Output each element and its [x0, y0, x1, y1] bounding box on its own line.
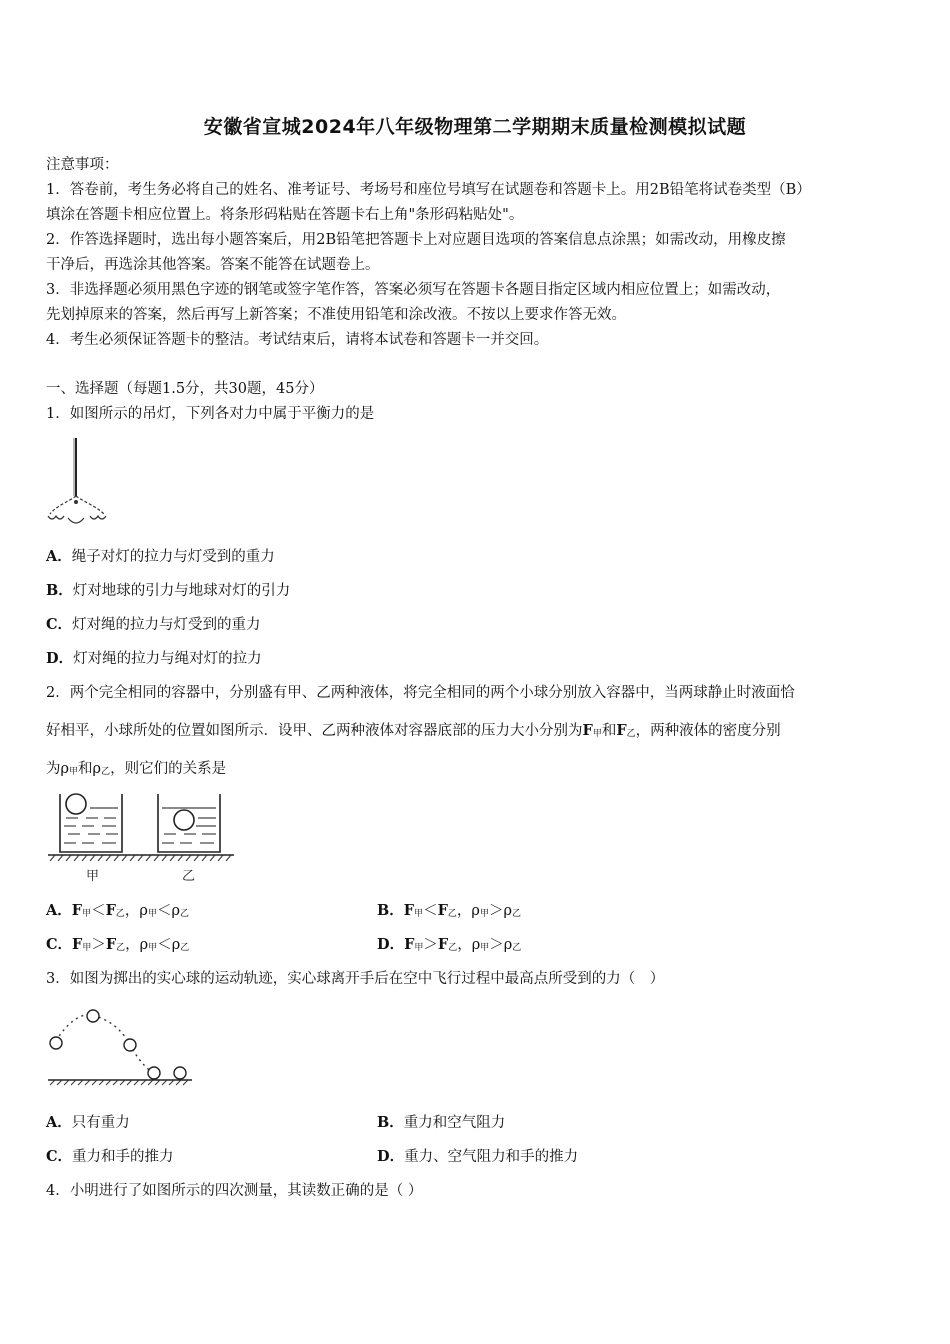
option-c: C．灯对绳的拉力与灯受到的重力	[46, 616, 261, 633]
question-2-line-3: 为$\rho_甲$和$\rho_乙$，则它们的关系是	[46, 761, 227, 777]
option-d: D．重力、空气阻力和手的推力	[377, 1148, 579, 1165]
question-1-stem: 1．如图所示的吊灯，下列各对力中属于平衡力的是	[46, 406, 375, 422]
notice-line: 1．答卷前，考生务必将自己的姓名、准考证号、考场号和座位号填写在试题卷和答题卡上。用2B铅笔将试卷类型（B）	[46, 182, 811, 198]
option-a: A．绳子对灯的拉力与灯受到的重力	[46, 548, 275, 565]
notice-line: 2．作答选择题时，选出每小题答案后，用2B铅笔把答题卡上对应题目选项的答案信息点涂黑；如需改动，用橡皮擦	[46, 232, 786, 248]
section-heading: 一、选择题（每题1.5分，共30题，45分）	[46, 381, 324, 397]
chandelier-figure	[46, 436, 110, 530]
option-a: A．$F_甲<F_乙$，$\rho_甲<\rho_乙$	[46, 902, 189, 919]
ball-yi	[174, 810, 194, 830]
option-b: B．重力和空气阻力	[377, 1114, 506, 1131]
ball	[174, 1067, 186, 1079]
option-b: B．灯对地球的引力与地球对灯的引力	[46, 582, 291, 599]
label-jia: 甲	[86, 869, 100, 884]
option-d: D．$F_甲>F_乙$，$\rho_甲>\rho_乙$	[377, 936, 522, 953]
ball	[124, 1039, 136, 1051]
notice-line: 填涂在答题卡相应位置上。将条形码粘贴在答题卡右上角"条形码粘贴处"。	[46, 207, 524, 223]
ball	[148, 1067, 160, 1079]
containers-figure	[46, 788, 236, 884]
option-b: B．$F_甲<F_乙$，$\rho_甲>\rho_乙$	[377, 902, 521, 919]
ball	[87, 1010, 99, 1022]
option-a: A．只有重力	[46, 1114, 130, 1131]
ball	[50, 1037, 62, 1049]
option-c: C．重力和手的推力	[46, 1148, 174, 1165]
page-title: 安徽省宣城2024年八年级物理第二学期期末质量检测模拟试题	[203, 116, 747, 138]
notice-line: 干净后，再选涂其他答案。答案不能答在试题卷上。	[46, 257, 380, 273]
question-2-line-2: 好相平，小球所处的位置如图所示．设甲、乙两种液体对容器底部的压力大小分别为$F_甲$和$F_乙$，两种液体的密度分别	[46, 722, 781, 739]
notice-heading: 注意事项：	[46, 157, 119, 173]
notice-line: 先划掉原来的答案，然后再写上新答案；不准使用铅笔和涂改液。不按以上要求作答无效。	[46, 307, 626, 323]
question-4-stem: 4．小明进行了如图所示的四次测量，其读数正确的是（ ）	[46, 1183, 423, 1199]
ball-jia	[66, 794, 86, 814]
option-c: C．$F_甲>F_乙$，$\rho_甲<\rho_乙$	[46, 936, 190, 953]
trajectory-figure	[46, 1003, 196, 1089]
question-3-stem: 3．如图为掷出的实心球的运动轨迹，实心球离开手后在空中飞行过程中最高点所受到的力（ ）	[46, 971, 665, 987]
question-2-line-1: 2．两个完全相同的容器中，分别盛有甲、乙两种液体，将完全相同的两个小球分别放入容器中，当两球静止时液面恰	[46, 685, 795, 701]
notice-line: 3．非选择题必须用黑色字迹的钢笔或签字笔作答，答案必须写在答题卡各题目指定区域内相应位置上；如需改动，	[46, 282, 781, 298]
notice-line: 4．考生必须保证答题卡的整洁。考试结束后，请将本试卷和答题卡一并交回。	[46, 332, 549, 348]
label-yi: 乙	[182, 869, 196, 884]
option-d: D．灯对绳的拉力与绳对灯的拉力	[46, 650, 262, 667]
